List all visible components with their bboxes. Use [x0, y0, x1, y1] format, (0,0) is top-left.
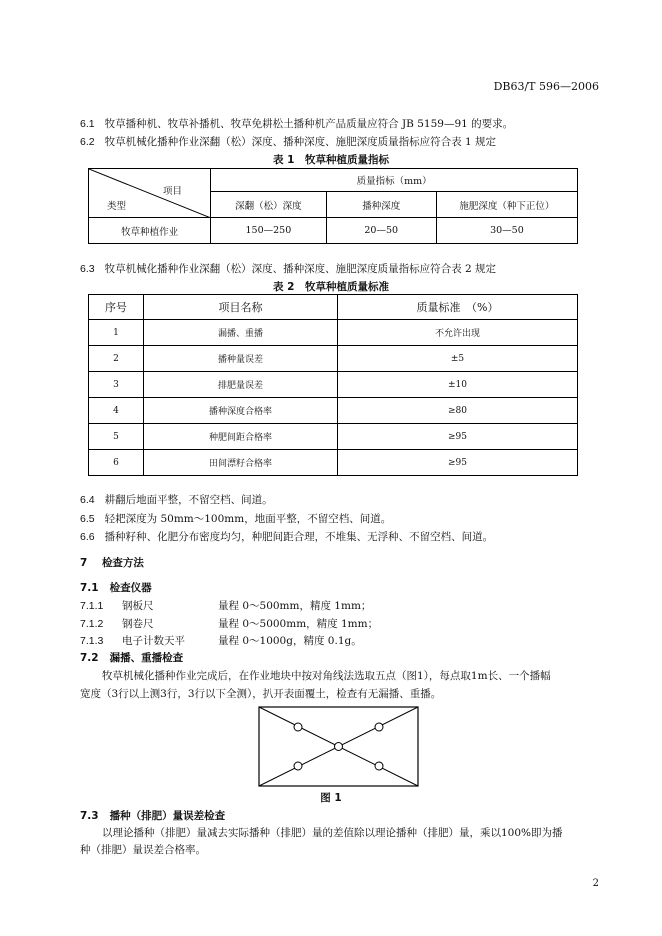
- table2-cell-item: 播种量误差: [144, 346, 338, 372]
- sample-point: [335, 743, 343, 751]
- table2-cell-item: 种肥间距合格率: [144, 424, 338, 450]
- table2-cell-item: 漏播、重播: [144, 320, 338, 346]
- section-number: 7.2: [80, 652, 99, 664]
- table2-cell-no: 5: [89, 424, 144, 450]
- diag-top-label: 项目: [163, 186, 183, 197]
- table1-col-header: 施肥深度（种下正位）: [436, 192, 577, 218]
- section-number: 6.3: [80, 263, 95, 275]
- table2-cell-standard: ≥95: [338, 424, 578, 450]
- section-number: 7.1: [80, 582, 99, 594]
- table2-header: 项目名称: [144, 295, 338, 320]
- table2-cell-no: 2: [89, 346, 144, 372]
- section-7-1-heading: [80, 578, 152, 598]
- paragraph-line: 宽度（3行以上测3行，3行以下全测），扒开表面覆土，检查有无漏播、重播。: [80, 688, 442, 700]
- section-text: 牧草机械化播种作业深翻（松）深度、播种深度、施肥深度质量指标应符合表 2 规定: [104, 263, 496, 275]
- section-6-1: [80, 114, 513, 134]
- table2-cell-standard: 不允许出现: [338, 320, 578, 346]
- table2-cell-no: 4: [89, 398, 144, 424]
- sample-point: [375, 723, 383, 731]
- section-number: 6.6: [80, 531, 95, 543]
- table1-caption: 表 1 牧草种植质量指标: [273, 154, 389, 166]
- section-number: 6.2: [80, 136, 95, 148]
- table2-header: 质量标准 （%）: [338, 295, 578, 320]
- table2-cell-no: 1: [89, 320, 144, 346]
- instrument-name: 钢板尺: [122, 600, 154, 612]
- section-6-6: [80, 527, 493, 547]
- table1-col-header: 播种深度: [326, 192, 436, 218]
- table1-col-header: 深翻（松）深度: [211, 192, 326, 218]
- table2: [88, 294, 578, 476]
- table2-cell-item: 播种深度合格率: [144, 398, 338, 424]
- section-6-3: [80, 259, 496, 279]
- table1-cell: 30—50: [436, 218, 577, 244]
- table1-group-header: 质量指标（mm）: [211, 169, 578, 192]
- section-number: 7: [80, 557, 88, 569]
- instrument-number: 7.1.3: [80, 635, 104, 647]
- instrument-spec: 量程 0～5000mm，精度 1mm；: [218, 618, 379, 630]
- section-title: 播种（排肥）量误差检查: [109, 810, 226, 822]
- section-number: 6.1: [80, 118, 95, 130]
- page-number: 2: [592, 878, 599, 889]
- table2-cell-item: 田间漂籽合格率: [144, 450, 338, 476]
- table1-cell: 20—50: [326, 218, 436, 244]
- table2-cell-item: 排肥量误差: [144, 372, 338, 398]
- section-title: 检查仪器: [109, 582, 152, 594]
- instrument-name: 电子计数天平: [122, 635, 185, 647]
- section-text: 牧草播种机、牧草补播机、牧草免耕松土播种机产品质量应符合 JB 5159—91 的要求。: [104, 118, 514, 130]
- sample-point: [294, 762, 302, 770]
- table2-cell-standard: ≥80: [338, 398, 578, 424]
- section-number: 6.4: [80, 494, 95, 506]
- sample-point: [375, 762, 383, 770]
- table2-cell-standard: ≥95: [338, 450, 578, 476]
- instrument-spec: 量程 0～500mm，精度 1mm；: [218, 600, 372, 612]
- section-6-2: [80, 132, 496, 152]
- table1: [88, 168, 578, 244]
- instrument-spec: 量程 0～1000g，精度 0.1g。: [218, 635, 362, 647]
- section-title: 漏播、重播检查: [109, 652, 184, 664]
- table1-row-type: 牧草种植作业: [89, 218, 211, 244]
- table2-cell-standard: ±5: [338, 346, 578, 372]
- section-text: 耕翻后地面平整，不留空档、间道。: [104, 494, 273, 506]
- table1-diagonal-header-cell: [89, 169, 211, 218]
- section-text: 播种籽种、化肥分布密度均匀，种肥间距合理，不堆集、无浮种、不留空档、间道。: [104, 531, 494, 543]
- section-number: 7.3: [80, 810, 99, 822]
- diag-bottom-label: 类型: [107, 201, 127, 212]
- section-text: 轻耙深度为 50mm～100mm，地面平整，不留空档、间道。: [104, 513, 392, 525]
- instrument-item: [80, 596, 103, 616]
- document-code: DB63/T 596—2006: [493, 80, 599, 93]
- table2-header: 序号: [89, 295, 144, 320]
- table1-cell: 150—250: [211, 218, 326, 244]
- instrument-name: 钢卷尺: [122, 618, 154, 630]
- instrument-number: 7.1.1: [80, 600, 104, 612]
- figure1-caption: 图 1: [320, 792, 342, 804]
- table2-cell-no: 6: [89, 450, 144, 476]
- table2-cell-standard: ±10: [338, 372, 578, 398]
- section-6-5: [80, 509, 391, 529]
- table2-caption: 表 2 牧草种植质量标准: [273, 281, 389, 293]
- section-6-4: [80, 490, 273, 510]
- instrument-number: 7.1.2: [80, 618, 104, 630]
- section-title: 检查方法: [101, 557, 144, 569]
- table2-cell-no: 3: [89, 372, 144, 398]
- sample-point: [294, 723, 302, 731]
- section-text: 牧草机械化播种作业深翻（松）深度、播种深度、施肥深度质量指标应符合表 1 规定: [104, 136, 496, 148]
- section-7-heading: [80, 553, 144, 573]
- section-7-2-heading: [80, 648, 183, 668]
- section-number: 6.5: [80, 513, 95, 525]
- paragraph-line: 以理论播种（排肥）量减去实际播种（排肥）量的差值除以理论播种（排肥）量，乘以100%即为播: [102, 827, 563, 839]
- paragraph-line: 牧草机械化播种作业完成后，在作业地块中按对角线法选取五点（图1），每点取1m长、一个播幅: [102, 670, 551, 682]
- figure1-diagram: [258, 706, 420, 788]
- paragraph-line: 种（排肥）量误差合格率。: [80, 844, 206, 856]
